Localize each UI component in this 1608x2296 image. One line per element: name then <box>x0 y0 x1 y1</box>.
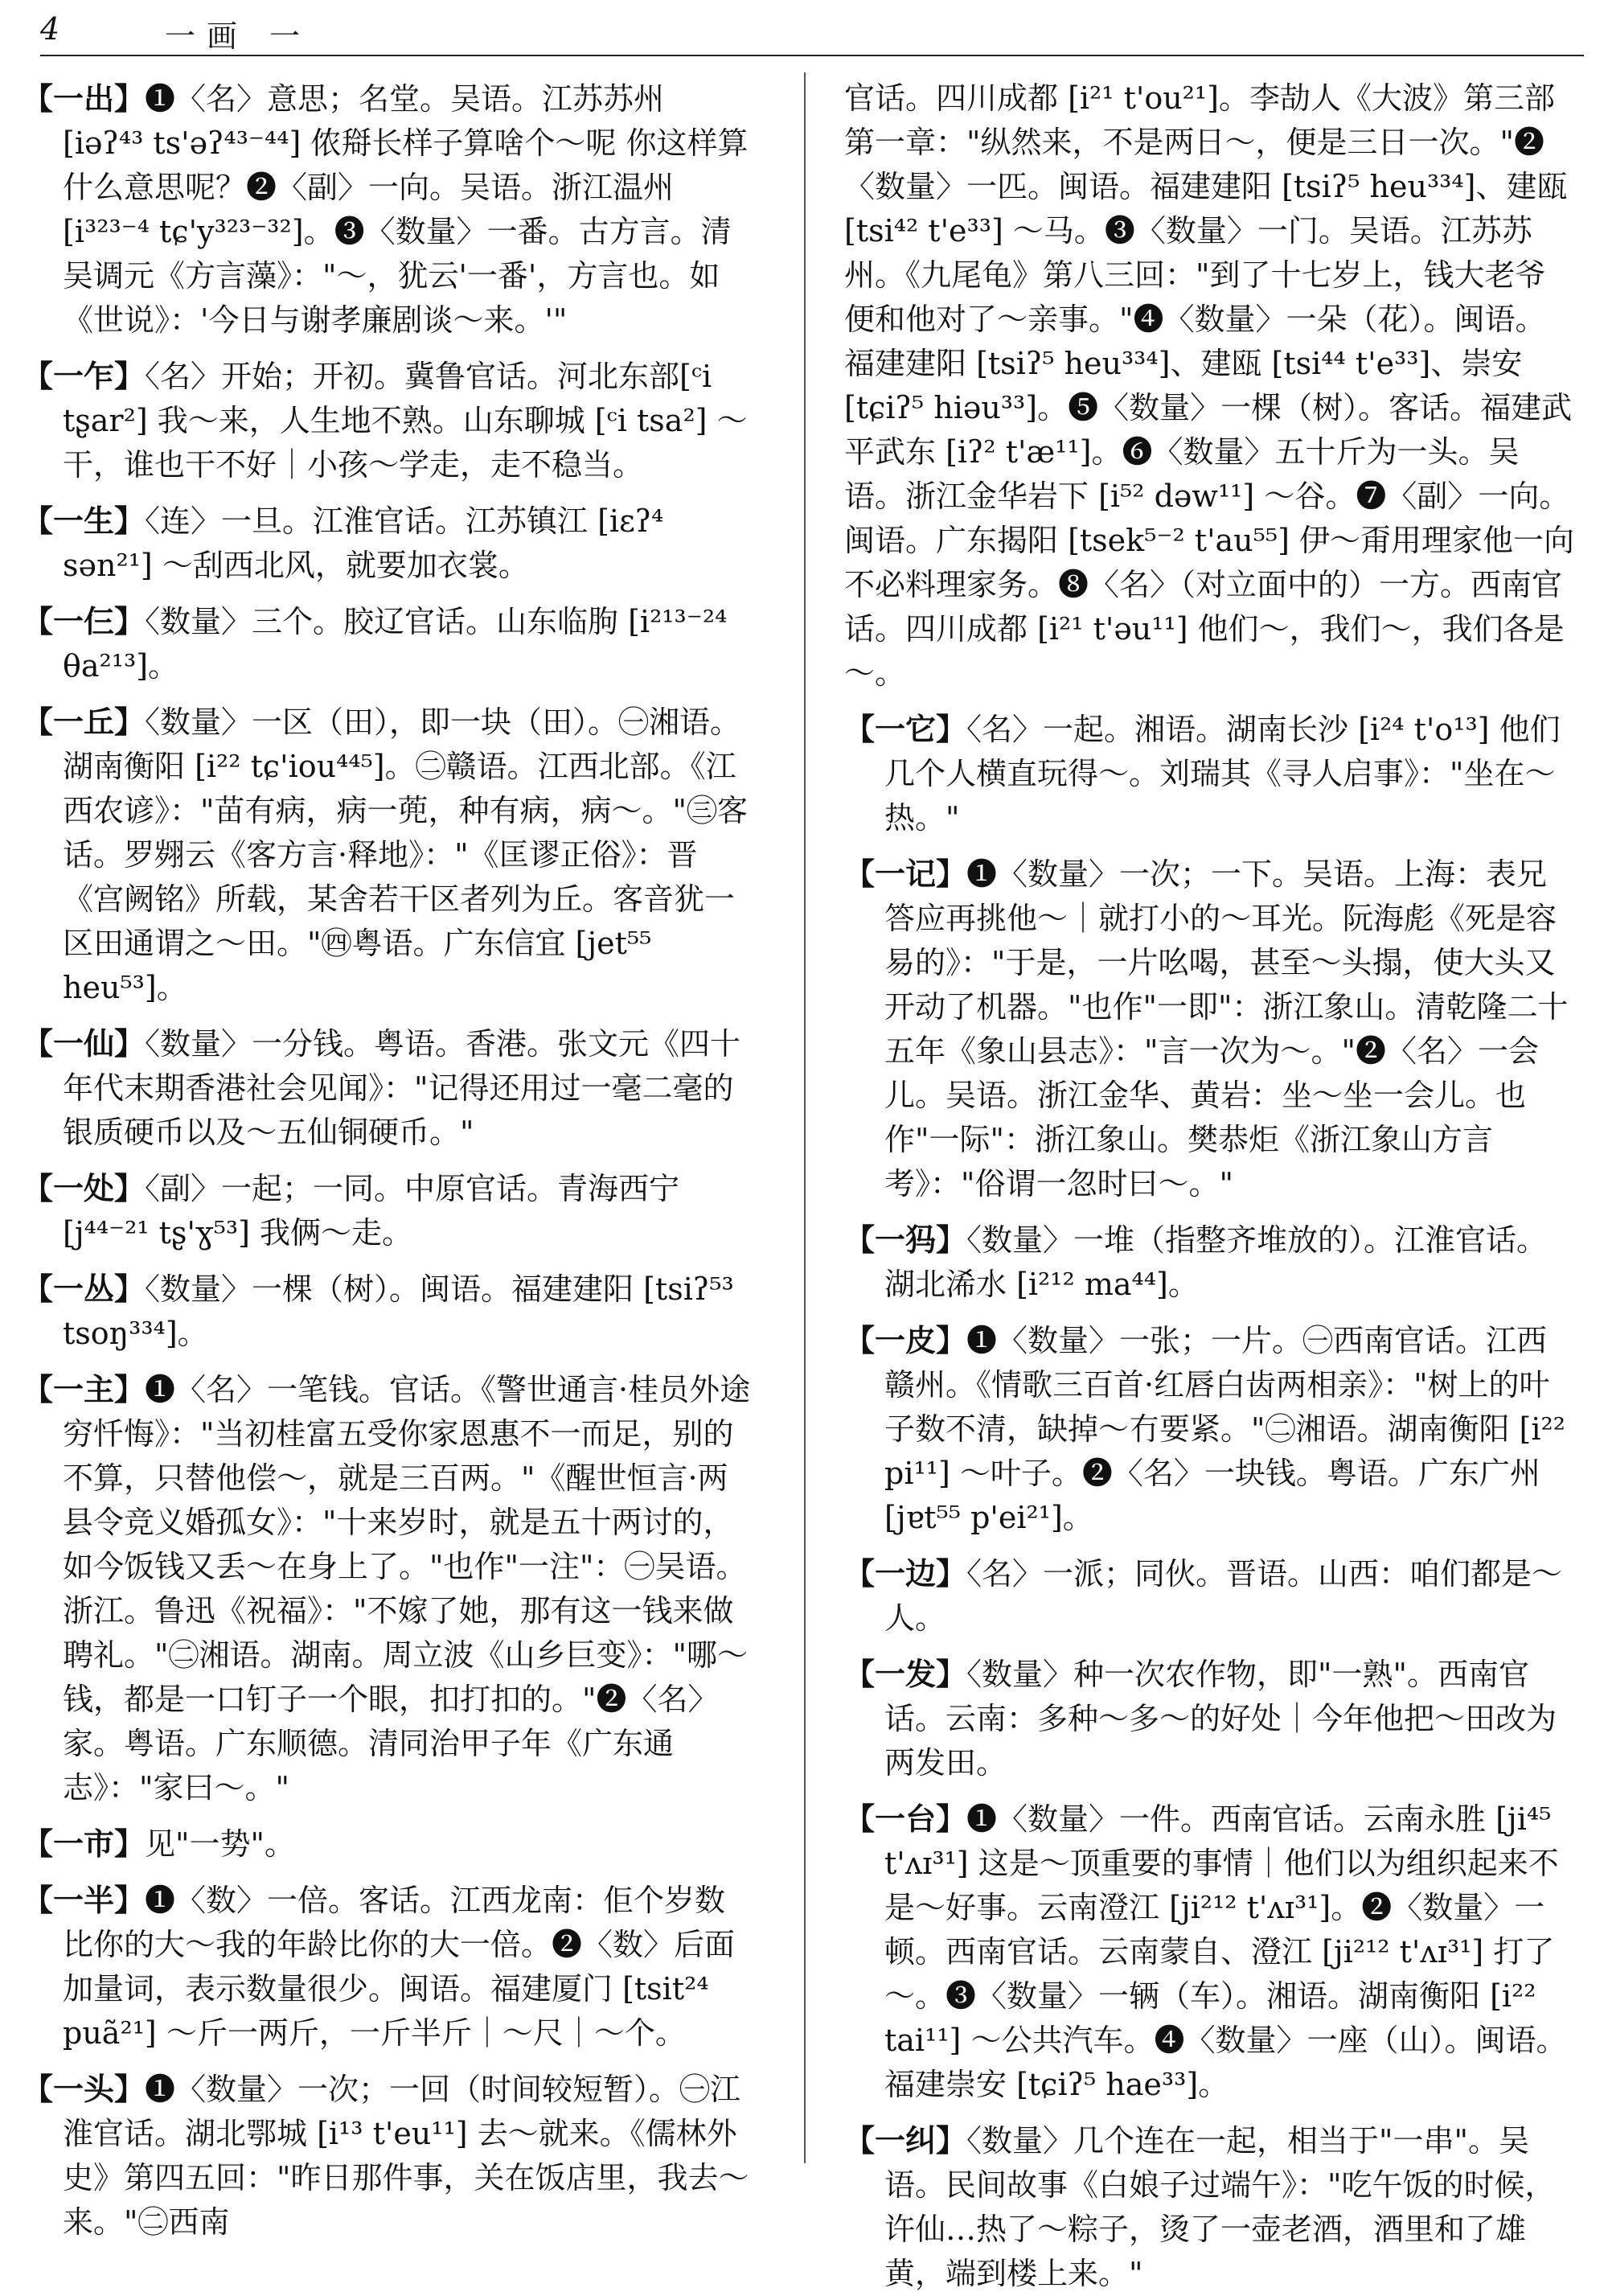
entry-definition: 〈数量〉一棵（树）。闽语。福建建阳 [tsiʔ⁵³ tsoŋ³³⁴]。 <box>63 1271 734 1351</box>
dictionary-entry <box>844 1797 1576 2107</box>
entry-definition: 〈数量〉种一次农作物，即"一熟"。西南官话。云南：多种～多～的好处｜今年他把～田改为两发田。 <box>884 1657 1557 1781</box>
entry-headword: 【一丛】 <box>23 1271 146 1307</box>
entry-headword: 【一头】 <box>23 2071 146 2107</box>
entry-headword: 【一半】 <box>23 1882 146 1918</box>
entry-definition: 〈数量〉一分钱。粤语。香港。张文元《四十年代末期香港社会见闻》："记得还用过一毫二毫的银质硬币以及～五仙铜硬币。" <box>63 1026 741 1150</box>
entry-definition: ❶〈名〉一笔钱。官话。《警世通言·桂员外途穷忏悔》："当初桂富五受你家恩惠不一而足，别的不算，只替他偿～，就是三百两。"《醒世恒言·两县令竞义婚孤女》："十来岁时，就是五十两讨的，如今饭钱又丢～在身上了。"也作"一注"：㊀吴语。浙江。鲁迅《祝福》："不嫁了她，那有这一钱来做聘礼。"㊁湘语。湖南。周立波《山乡巨变》："哪～钱，都是一口钉子一个眼，扣打扣的。"❷〈名〉家。粤语。广东顺德。清同治甲子年《广东通志》："家曰～。" <box>63 1372 751 1805</box>
dictionary-entry <box>23 1021 754 1155</box>
entry-headword: 【一纠】 <box>844 2122 967 2158</box>
entry-definition: ❶〈数量〉一次；一回（时间较短暂）。㊀江淮官话。湖北鄂城 [i¹³ t'eu¹¹] 去～就来。《儒林外史》第四五回："昨日那件事，关在饭店里，我去～来。"㊁西南 <box>63 2072 749 2240</box>
entry-definition: 〈数量〉几个连在一起，相当于"一串"。吴语。民间故事《白娘子过端午》："吃午饭的时候，许仙…热了～粽子，烫了一壶老酒，酒里和了雄黄，端到楼上来。" <box>884 2123 1556 2291</box>
right-column <box>844 76 1576 2291</box>
entry-definition: 〈名〉一起。湘语。湖南长沙 [i²⁴ t'o¹³] 他们几个人横直玩得～。刘瑞其《寻人启事》："坐在～热。" <box>884 712 1561 836</box>
entry-definition: 〈连〉一旦。江淮官话。江苏镇江 [iɛʔ⁴ sən²¹] ～刮西北风，就要加衣裳。 <box>63 503 664 583</box>
entry-definition: ❶〈名〉意思；名堂。吴语。江苏苏州 [iəʔ⁴³ ts'əʔ⁴³⁻⁴⁴] 侬搿长样子算啥个～呢 你这样算什么意思呢？❷〈副〉一向。吴语。浙江温州 [i³²³⁻⁴ tɕ'y³²³⁻³²]。❸〈数量〉一番。古方言。清吴调元《方言藻》："～，犹云'一番'，方言也。如《世说》：'今日与谢孝廉剧谈～来。'" <box>63 81 749 338</box>
dictionary-entry <box>23 1878 754 2056</box>
entry-headword: 【一处】 <box>23 1170 146 1206</box>
entry-headword: 【一记】 <box>844 856 967 892</box>
dictionary-entry <box>23 2067 754 2245</box>
entry-headword: 【一丘】 <box>23 704 146 740</box>
entry-headword: 【一生】 <box>23 503 146 539</box>
dictionary-entry <box>23 499 754 588</box>
dictionary-entry <box>23 1267 754 1356</box>
dictionary-entry <box>844 707 1576 840</box>
entry-definition: ❶〈数量〉一件。西南官话。云南永胜 [ji⁴⁵ t'ʌɪ³¹] 这是～顶重要的事情｜他们以为组织起来不是～好事。云南澄江 [ji²¹² t'ʌɪ³¹]。❷〈数量〉一顿。西南官话。云南蒙自、澄江 [ji²¹² t'ʌɪ³¹] 打了～。❸〈数量〉一辆（车）。湘语。湖南衡阳 [i²² tai¹¹] ～公共汽车。❹〈数量〉一座（山）。闽语。福建崇安 [tɕiʔ⁵ hae³³]。 <box>884 1801 1567 2102</box>
entry-headword: 【一仨】 <box>23 603 146 639</box>
dictionary-entry <box>23 700 754 1010</box>
entry-definition: ❶〈数〉一倍。客话。江西龙南：佢个岁数比你的大～我的年龄比你的大一倍。❷〈数〉后面加量词，表示数量很少。闽语。福建厦门 [tsit²⁴ puã²¹] ～斤一两斤，一斤半斤｜～尺｜～个。 <box>63 1883 736 2051</box>
entry-headword: 【一它】 <box>844 711 967 747</box>
dictionary-entry <box>23 1166 754 1255</box>
dictionary-entry <box>844 852 1576 1206</box>
dictionary-entry <box>844 1652 1576 1785</box>
entry-headword: 【一出】 <box>23 80 146 117</box>
entry-headword: 【一犸】 <box>844 1222 967 1258</box>
entry-headword: 【一皮】 <box>844 1322 967 1358</box>
entry-headword: 【一市】 <box>23 1826 146 1862</box>
entry-definition: ❶〈数量〉一次；一下。吴语。上海：表兄答应再挑他～｜就打小的～耳光。阮海彪《死是容易的》："于是，一片吆喝，甚至～头搨，使大头又开动了机器。"也作"一即"：浙江象山。清乾隆二十五年《象山县志》："言一次为～。"❷〈名〉一会儿。吴语。浙江金华、黄岩：坐～坐一会儿。也作"一际"：浙江象山。樊恭炬《浙江象山方言考》："俗谓一忽时曰～。" <box>884 856 1569 1201</box>
entry-headword: 【一主】 <box>23 1371 146 1407</box>
entry-definition: 〈数量〉三个。胶辽官话。山东临朐 [i²¹³⁻²⁴ θa²¹³]。 <box>63 604 728 684</box>
dictionary-entry <box>23 1367 754 1810</box>
dictionary-entry <box>844 2118 1576 2296</box>
entry-headword: 【一乍】 <box>23 358 146 394</box>
running-title: 一画 一 <box>165 18 312 54</box>
dictionary-entry <box>844 1218 1576 1307</box>
dictionary-entry <box>23 1822 754 1867</box>
entry-headword: 【一边】 <box>844 1555 967 1592</box>
dictionary-entry <box>23 354 754 487</box>
dictionary-entry <box>844 1318 1576 1540</box>
entry-definition: 〈数量〉一区（田），即一块（田）。㊀湘语。湖南衡阳 [i²² tɕ'iou⁴⁴⁵]。㊁赣语。江西北部。《江西农谚》："苗有病，病一蔸，种有病，病～。"㊂客话。罗翙云《客方言·释地》："《匡谬正俗》：晋《宫阙铭》所载，某舍若干区者列为丘。客音犹一区田通谓之～田。"㊃粤语。广东信宜 [jet⁵⁵ heu⁵³]。 <box>63 704 748 1005</box>
entry-definition: 〈名〉一派；同伙。晋语。山西：咱们都是～人。 <box>884 1556 1563 1636</box>
page-header <box>40 10 1584 56</box>
entry-headword: 【一仙】 <box>23 1025 146 1062</box>
dictionary-entry <box>844 1551 1576 1641</box>
page-number: 4 <box>40 11 60 47</box>
dictionary-entry <box>23 76 754 343</box>
entry-definition: ❶〈数量〉一张；一片。㊀西南官话。江西赣州。《情歌三百首·红唇白齿两相亲》："树上的叶子数不清，缺掉～冇要紧。"㊁湘语。湖南衡阳 [i²² pi¹¹] ～叶子。❷〈名〉一块钱。粤语。广东广州 [jɐt⁵⁵ p'ei²¹]。 <box>884 1323 1566 1535</box>
dictionary-entry <box>844 76 1576 696</box>
entry-definition: 官话。四川成都 [i²¹ t'ou²¹]。李劼人《大波》第三部第一章："纵然来，不是两日～，便是三日一次。"❷〈数量〉一匹。闽语。福建建阳 [tsiʔ⁵ heu³³⁴]、建瓯 [tsi⁴² t'e³³] ～马。❸〈数量〉一门。吴语。江苏苏州。《九尾龟》第八三回："到了十七岁上，钱大老爷便和他对了～亲事。"❹〈数量〉一朵（花）。闽语。福建建阳 [tsiʔ⁵ heu³³⁴]、建瓯 [tsi⁴⁴ t'e³³]、崇安 [tɕiʔ⁵ hiəu³³]。❺〈数量〉一棵（树）。客话。福建武平武东 [iʔ² t'æ¹¹]。❻〈数量〉五十斤为一头。吴语。浙江金华岩下 [i⁵² dəw¹¹] ～谷。❼〈副〉一向。闽语。广东揭阳 [tsek⁵⁻² t'au⁵⁵] 伊～甭用理家他一向不必料理家务。❽〈名〉（对立面中的）一方。西南官话。四川成都 [i²¹ t'əu¹¹] 他们～，我们～，我们各是～。 <box>844 80 1575 691</box>
entry-headword: 【一发】 <box>844 1656 967 1692</box>
column-divider <box>804 72 806 2163</box>
dictionary-entry <box>23 599 754 688</box>
entry-definition: 〈数量〉一堆（指整齐堆放的）。江淮官话。湖北浠水 [i²¹² ma⁴⁴]。 <box>884 1222 1548 1302</box>
entry-definition: 见"一势"。 <box>145 1826 295 1862</box>
entry-definition: 〈名〉开始；开初。冀鲁官话。河北东部[ᶜi tʂar²] 我～来，人生地不熟。山东聊城 [ᶜi tsa²] ～干，谁也干不好｜小孩～学走，走不稳当。 <box>63 359 748 483</box>
entry-headword: 【一台】 <box>844 1801 967 1837</box>
entry-definition: 〈副〉一起；一同。中原官话。青海西宁 [j⁴⁴⁻²¹ tʂ'ɣ⁵³] 我俩～走。 <box>63 1171 680 1251</box>
left-column <box>23 76 754 2240</box>
